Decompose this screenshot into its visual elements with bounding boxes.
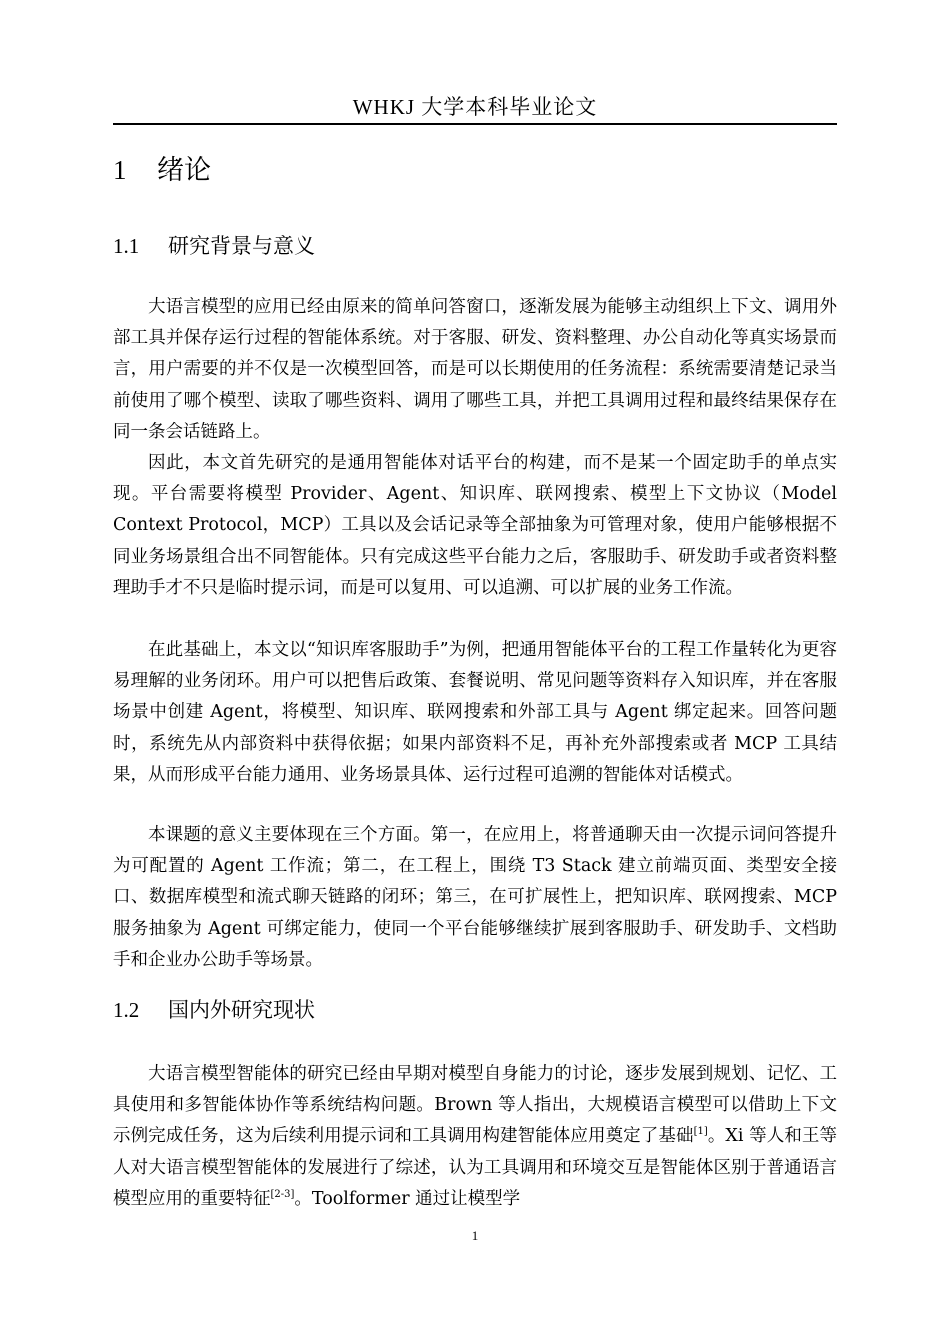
paragraph: 在此基础上，本文以“知识库客服助手”为例，把通用智能体平台的工程工作量转化为更容易理解的业务闭环。用户可以把售后政策、套餐说明、常见问题等资料存入知识库，并在客服场景中创建 Agent，将模型、知识库、联网搜索和外部工具与 Agent 绑定起来。回答问题时，系统先从内部资料中获得依据；如果内部资料不足，再补充外部搜索或者 MCP 工具结果，从而形成平台能力通用、业务场景具体、运行过程可追溯的智能体对话模式。 [113, 640, 837, 785]
paragraph-text: 大语言模型智能体的研究已经由早期对模型自身能力的讨论，逐步发展到规划、记忆、工具使用和多智能体协作等系统结构问题。Brown 等人指出，大规模语言模型可以借助上下文示例完成任务，这为后续利用提示词和工具调用构建智能体应用奠定了基础 [113, 1064, 837, 1147]
section-number: 1.1 [113, 234, 140, 258]
running-header: WHKJ 大学本科毕业论文 [352, 95, 598, 119]
section-title-1-2 [113, 996, 315, 1024]
section-title-1-1 [113, 232, 315, 260]
chapter-number: 1 [113, 155, 127, 185]
paragraph: 大语言模型的应用已经由原来的简单问答窗口，逐渐发展为能够主动组织上下文、调用外部工具并保存运行过程的智能体系统。对于客服、研发、资料整理、办公自动化等真实场景而言，用户需要的并不仅是一次模型回答，而是可以长期使用的任务流程：系统需要清楚记录当前使用了哪个模型、读取了哪些资料、调用了哪些工具，并把工具调用过程和最终结果保存在同一条会话链路上。 [113, 297, 837, 442]
header-rule [113, 123, 837, 125]
citation: [2-3] [270, 1188, 295, 1200]
chapter-title-text: 绪论 [157, 155, 211, 186]
paragraph-text: 。Xi 等人和王等人对大语言模型智能体的发展进行了综述，认为工具调用和环境交互是智能体区别于普通语言模型应用的重要特征 [113, 1126, 838, 1209]
paragraph [113, 1059, 837, 1215]
paragraph: 因此，本文首先研究的是通用智能体对话平台的构建，而不是某一个固定助手的单点实现。平台需要将模型 Provider、Agent、知识库、联网搜索、模型上下文协议（Model Context Protocol，MCP）工具以及会话记录等全部抽象为可管理对象，使用户能够根据不同业务场景组合出不同智能体。只有完成这些平台能力之后，客服助手、研发助手或者资料整理助手才不只是临时提示词，而是可以复用、可以追溯、可以扩展的业务工作流。 [113, 453, 837, 598]
citation: [1] [693, 1126, 708, 1138]
section-title-text: 国内外研究现状 [168, 998, 315, 1022]
paragraph-text: 。Toolformer 通过让模型学 [294, 1188, 521, 1209]
chapter-title [113, 152, 211, 189]
paragraph: 本课题的意义主要体现在三个方面。第一，在应用上，将普通聊天由一次提示词问答提升为可配置的 Agent 工作流；第二，在工程上，围绕 T3 Stack 建立前端页面、类型安全接口、数据库模型和流式聊天链路的闭环；第三，在可扩展性上，把知识库、联网搜索、MCP 服务抽象为 Agent 可绑定能力，使同一个平台能够继续扩展到客服助手、研发助手、文档助手和企业办公助手等场景。 [113, 825, 837, 970]
section-title-text: 研究背景与意义 [168, 234, 315, 258]
section-number: 1.2 [113, 998, 140, 1022]
page-number: 1 [471, 1228, 479, 1243]
